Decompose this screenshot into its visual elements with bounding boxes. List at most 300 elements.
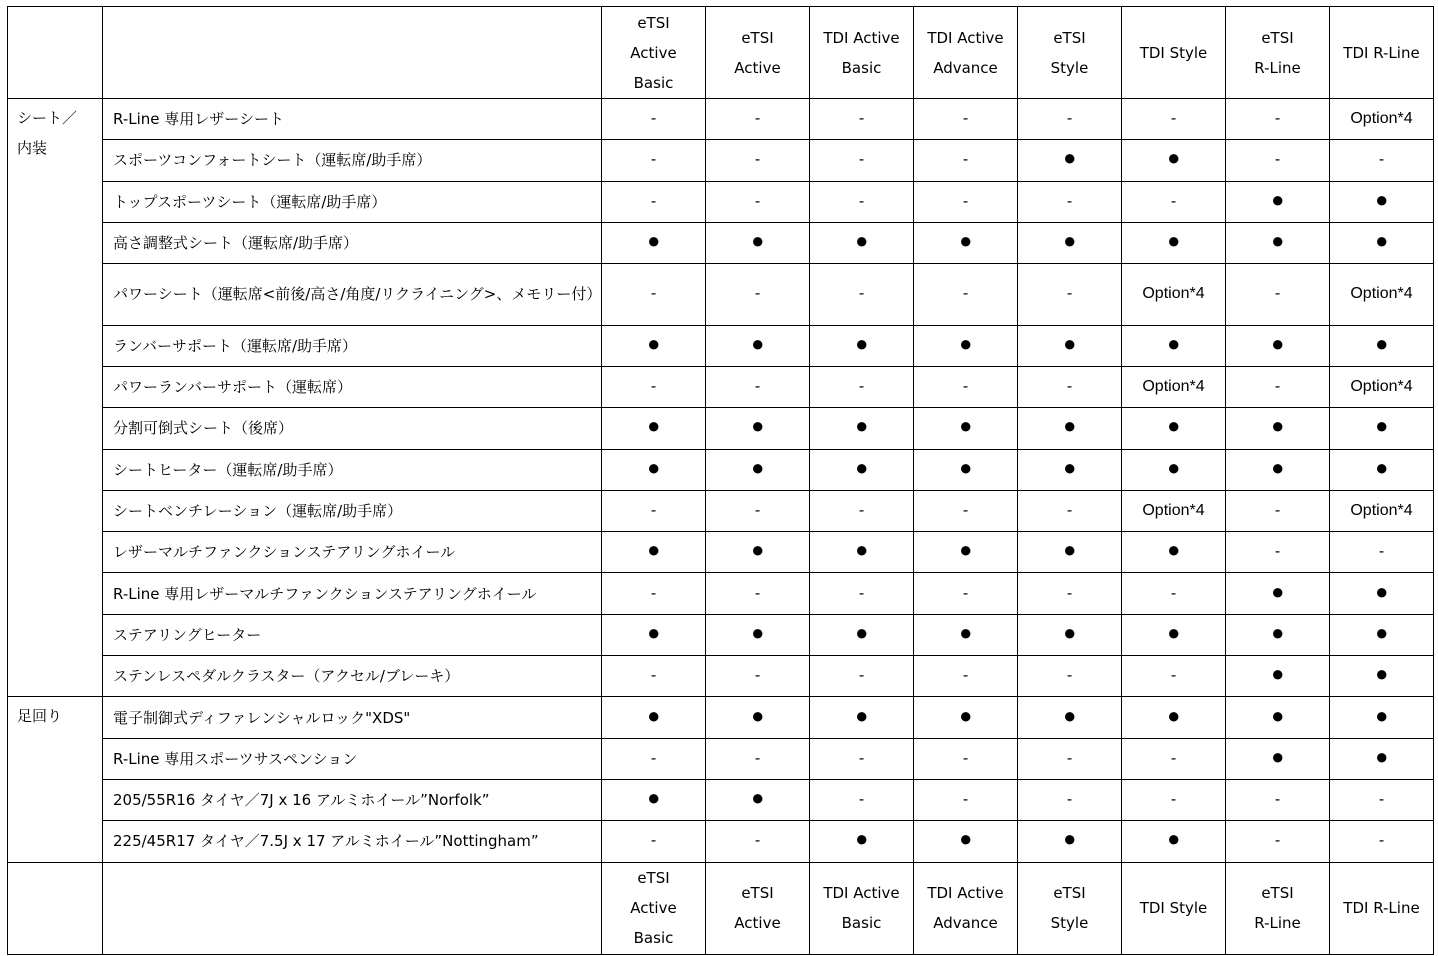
value-cell	[810, 222, 914, 263]
standard-dot-icon: ●	[958, 827, 973, 852]
standard-dot-icon: ●	[1062, 229, 1077, 254]
standard-dot-icon: ●	[1062, 456, 1077, 481]
feature-name-cell	[103, 573, 602, 614]
standard-dot-icon: ●	[958, 538, 973, 563]
not-available-dash: -	[1066, 502, 1073, 520]
trim-header-line: eTSI	[1261, 28, 1294, 47]
value-cell	[706, 779, 810, 820]
standard-dot-icon: ●	[854, 621, 869, 646]
value-cell	[810, 140, 914, 181]
feature-name: レザーマルチファンクションステアリングホイール	[113, 543, 456, 562]
standard-dot-icon: ●	[750, 332, 765, 357]
value-cell	[1018, 264, 1122, 326]
feature-name-cell	[103, 532, 602, 573]
trim-header-line: R-Line	[1254, 914, 1301, 933]
feature-name: 高さ調整式シート（運転席/助手席）	[113, 234, 359, 253]
value-cell	[914, 140, 1018, 181]
value-cell	[1330, 140, 1434, 181]
value-cell	[914, 222, 1018, 263]
spec-table-body	[8, 7, 1434, 955]
value-cell	[1018, 821, 1122, 862]
standard-dot-icon: ●	[750, 786, 765, 811]
value-cell	[1226, 656, 1330, 697]
value-cell	[1226, 697, 1330, 738]
value-cell	[1226, 181, 1330, 222]
not-available-dash: -	[1378, 832, 1385, 850]
feature-name-cell	[103, 490, 602, 531]
value-cell	[1330, 490, 1434, 531]
category-cell	[8, 697, 103, 862]
trim-header-line: eTSI	[637, 869, 670, 888]
not-available-dash: -	[962, 192, 969, 210]
value-cell	[1330, 738, 1434, 779]
standard-dot-icon: ●	[1374, 703, 1389, 728]
not-available-dash: -	[754, 832, 761, 850]
trim-header-line: Active	[630, 43, 677, 62]
not-available-dash: -	[1170, 791, 1177, 809]
not-available-dash: -	[1170, 667, 1177, 685]
option-value: Option*4	[1350, 110, 1413, 128]
header-row-bottom	[8, 862, 1434, 954]
not-available-dash: -	[1274, 378, 1281, 396]
standard-dot-icon: ●	[958, 456, 973, 481]
header-blank-cell	[103, 7, 602, 99]
value-cell	[1226, 222, 1330, 263]
standard-dot-icon: ●	[750, 456, 765, 481]
trim-header-line: TDI Active	[823, 884, 900, 903]
value-cell	[1122, 490, 1226, 531]
value-cell	[1226, 614, 1330, 655]
value-cell	[1018, 573, 1122, 614]
feature-name: スポーツコンフォートシート（運転席/助手席）	[113, 151, 432, 170]
value-cell	[810, 449, 914, 490]
not-available-dash: -	[962, 667, 969, 685]
option-value: Option*4	[1350, 285, 1413, 303]
feature-name-cell	[103, 779, 602, 820]
header-blank-cell	[8, 862, 103, 954]
trim-header-line: Advance	[933, 58, 998, 77]
value-cell	[1330, 366, 1434, 407]
standard-dot-icon: ●	[1270, 703, 1285, 728]
feature-name-cell	[103, 140, 602, 181]
value-cell	[1122, 140, 1226, 181]
feature-name: R-Line 専用レザーシート	[113, 110, 284, 129]
value-cell	[914, 821, 1018, 862]
standard-dot-icon: ●	[958, 229, 973, 254]
value-cell	[1122, 181, 1226, 222]
value-cell	[1122, 573, 1226, 614]
not-available-dash: -	[1378, 151, 1385, 169]
standard-dot-icon: ●	[1062, 621, 1077, 646]
value-cell	[914, 449, 1018, 490]
trim-header-line: eTSI	[1261, 884, 1294, 903]
value-cell	[1226, 408, 1330, 449]
not-available-dash: -	[650, 151, 657, 169]
value-cell	[810, 573, 914, 614]
feature-name-cell	[103, 325, 602, 366]
option-value: Option*4	[1350, 502, 1413, 520]
value-cell	[810, 181, 914, 222]
not-available-dash: -	[1274, 110, 1281, 128]
trim-header-cell	[810, 7, 914, 99]
not-available-dash: -	[650, 110, 657, 128]
standard-dot-icon: ●	[1270, 745, 1285, 770]
value-cell	[602, 222, 706, 263]
standard-dot-icon: ●	[1166, 414, 1181, 439]
feature-name: 電子制御式ディファレンシャルロック"XDS"	[113, 708, 411, 727]
value-cell	[1226, 366, 1330, 407]
value-cell	[706, 532, 810, 573]
standard-dot-icon: ●	[646, 538, 661, 563]
value-cell	[602, 821, 706, 862]
table-row	[8, 532, 1434, 573]
standard-dot-icon: ●	[854, 414, 869, 439]
table-row	[8, 140, 1434, 181]
value-cell	[1122, 614, 1226, 655]
standard-dot-icon: ●	[854, 538, 869, 563]
value-cell	[602, 532, 706, 573]
not-available-dash: -	[754, 151, 761, 169]
value-cell	[706, 614, 810, 655]
trim-header-line: Active	[630, 899, 677, 918]
value-cell	[810, 366, 914, 407]
table-row	[8, 366, 1434, 407]
not-available-dash: -	[1274, 791, 1281, 809]
value-cell	[810, 264, 914, 326]
standard-dot-icon: ●	[750, 538, 765, 563]
category-label: シート／	[17, 109, 78, 127]
not-available-dash: -	[650, 192, 657, 210]
header-row-top	[8, 7, 1434, 99]
value-cell	[1122, 264, 1226, 326]
table-row	[8, 181, 1434, 222]
trim-header-line: TDI R-Line	[1343, 43, 1420, 62]
not-available-dash: -	[858, 151, 865, 169]
value-cell	[1018, 490, 1122, 531]
value-cell	[1226, 738, 1330, 779]
value-cell	[706, 99, 810, 140]
value-cell	[706, 656, 810, 697]
value-cell	[602, 738, 706, 779]
table-row	[8, 222, 1434, 263]
feature-name-cell	[103, 656, 602, 697]
standard-dot-icon: ●	[958, 621, 973, 646]
feature-name-cell	[103, 821, 602, 862]
value-cell	[1330, 325, 1434, 366]
feature-name-cell	[103, 222, 602, 263]
not-available-dash: -	[1066, 584, 1073, 602]
value-cell	[706, 821, 810, 862]
trim-header-line: eTSI	[741, 28, 774, 47]
value-cell	[914, 99, 1018, 140]
standard-dot-icon: ●	[1374, 579, 1389, 605]
trim-header-line: TDI Style	[1139, 43, 1208, 62]
not-available-dash: -	[754, 584, 761, 602]
not-available-dash: -	[650, 749, 657, 767]
value-cell	[602, 573, 706, 614]
spec-table	[7, 6, 1434, 955]
standard-dot-icon: ●	[1062, 332, 1077, 357]
value-cell	[1018, 532, 1122, 573]
not-available-dash: -	[1378, 791, 1385, 809]
standard-dot-icon: ●	[646, 229, 661, 254]
feature-name: 225/45R17 タイヤ／7.5J x 17 アルミホイール”Nottingham”	[113, 832, 539, 851]
value-cell	[602, 449, 706, 490]
not-available-dash: -	[754, 110, 761, 128]
standard-dot-icon: ●	[646, 621, 661, 646]
not-available-dash: -	[1066, 285, 1073, 303]
standard-dot-icon: ●	[646, 456, 661, 481]
value-cell	[706, 697, 810, 738]
not-available-dash: -	[1378, 543, 1385, 561]
trim-header-cell	[914, 862, 1018, 954]
standard-dot-icon: ●	[854, 332, 869, 357]
standard-dot-icon: ●	[1062, 827, 1077, 852]
value-cell	[602, 779, 706, 820]
not-available-dash: -	[858, 378, 865, 396]
standard-dot-icon: ●	[750, 621, 765, 646]
value-cell	[1330, 656, 1434, 697]
value-cell	[1330, 697, 1434, 738]
value-cell	[602, 656, 706, 697]
trim-header-line: eTSI	[1053, 884, 1086, 903]
trim-header-line: Advance	[933, 914, 998, 933]
not-available-dash: -	[754, 378, 761, 396]
value-cell	[1018, 99, 1122, 140]
trim-header-line: Basic	[841, 914, 882, 933]
category-cell	[8, 99, 103, 697]
trim-header-cell	[1330, 862, 1434, 954]
header-blank-cell	[103, 862, 602, 954]
trim-header-cell	[1226, 862, 1330, 954]
not-available-dash: -	[858, 749, 865, 767]
not-available-dash: -	[858, 192, 865, 210]
not-available-dash: -	[650, 378, 657, 396]
trim-header-line: Basic	[633, 73, 674, 92]
feature-name: ステアリングヒーター	[113, 625, 262, 644]
standard-dot-icon: ●	[854, 703, 869, 728]
value-cell	[914, 366, 1018, 407]
value-cell	[914, 656, 1018, 697]
feature-name-cell	[103, 181, 602, 222]
value-cell	[602, 614, 706, 655]
table-row	[8, 99, 1434, 140]
standard-dot-icon: ●	[958, 414, 973, 439]
feature-name-cell	[103, 614, 602, 655]
value-cell	[914, 697, 1018, 738]
not-available-dash: -	[962, 749, 969, 767]
not-available-dash: -	[858, 110, 865, 128]
value-cell	[1330, 573, 1434, 614]
feature-name: R-Line 専用レザーマルチファンクションステアリングホイール	[113, 584, 537, 603]
not-available-dash: -	[1066, 192, 1073, 210]
standard-dot-icon: ●	[1374, 662, 1389, 687]
standard-dot-icon: ●	[854, 229, 869, 254]
trim-header-line: TDI R-Line	[1343, 899, 1420, 918]
value-cell	[810, 821, 914, 862]
value-cell	[602, 366, 706, 407]
trim-header-cell	[602, 7, 706, 99]
category-label: 足回り	[17, 707, 63, 726]
value-cell	[1330, 99, 1434, 140]
not-available-dash: -	[1274, 502, 1281, 520]
not-available-dash: -	[650, 667, 657, 685]
value-cell	[914, 614, 1018, 655]
trim-header-line: Style	[1050, 914, 1089, 933]
feature-name-cell	[103, 366, 602, 407]
trim-header-line: Active	[734, 58, 781, 77]
value-cell	[602, 408, 706, 449]
trim-header-line: eTSI	[637, 13, 670, 32]
value-cell	[602, 181, 706, 222]
not-available-dash: -	[962, 285, 969, 303]
trim-header-cell	[706, 862, 810, 954]
not-available-dash: -	[962, 110, 969, 128]
not-available-dash: -	[1066, 791, 1073, 809]
trim-header-cell	[1226, 7, 1330, 99]
feature-name: 分割可倒式シート（後席）	[113, 419, 294, 438]
not-available-dash: -	[754, 192, 761, 210]
value-cell	[706, 264, 810, 326]
table-row	[8, 614, 1434, 655]
standard-dot-icon: ●	[1374, 414, 1389, 439]
value-cell	[1018, 181, 1122, 222]
standard-dot-icon: ●	[750, 229, 765, 254]
value-cell	[914, 573, 1018, 614]
feature-name: シートベンチレーション（運転席/助手席）	[113, 502, 403, 521]
table-row	[8, 573, 1434, 614]
not-available-dash: -	[754, 502, 761, 520]
category-label: 内装	[17, 139, 48, 157]
trim-header-line: R-Line	[1254, 58, 1301, 77]
feature-name-cell	[103, 738, 602, 779]
not-available-dash: -	[1170, 584, 1177, 602]
value-cell	[1226, 449, 1330, 490]
standard-dot-icon: ●	[1270, 229, 1285, 254]
value-cell	[1226, 821, 1330, 862]
value-cell	[1226, 573, 1330, 614]
trim-header-line: TDI Active	[823, 28, 900, 47]
value-cell	[706, 366, 810, 407]
standard-dot-icon: ●	[1166, 146, 1181, 171]
value-cell	[1226, 99, 1330, 140]
value-cell	[1018, 779, 1122, 820]
option-value: Option*4	[1350, 378, 1413, 396]
trim-header-line: Basic	[633, 929, 674, 948]
trim-header-cell	[1122, 7, 1226, 99]
value-cell	[914, 181, 1018, 222]
trim-header-line: eTSI	[741, 884, 774, 903]
value-cell	[1122, 821, 1226, 862]
not-available-dash: -	[1066, 110, 1073, 128]
value-cell	[810, 99, 914, 140]
trim-header-line: Active	[734, 914, 781, 933]
value-cell	[706, 573, 810, 614]
feature-name: パワーランバーサポート（運転席）	[113, 378, 352, 397]
not-available-dash: -	[650, 832, 657, 850]
standard-dot-icon: ●	[1166, 229, 1181, 254]
value-cell	[1122, 779, 1226, 820]
not-available-dash: -	[858, 584, 865, 602]
value-cell	[810, 697, 914, 738]
standard-dot-icon: ●	[1270, 579, 1285, 605]
standard-dot-icon: ●	[1374, 456, 1389, 481]
option-value: Option*4	[1142, 285, 1205, 303]
value-cell	[1226, 490, 1330, 531]
value-cell	[1330, 449, 1434, 490]
value-cell	[1018, 140, 1122, 181]
feature-name: パワーシート（運転席<前後/高さ/角度/リクライニング>、メモリー付）	[113, 285, 602, 304]
not-available-dash: -	[962, 378, 969, 396]
not-available-dash: -	[858, 502, 865, 520]
not-available-dash: -	[858, 667, 865, 685]
value-cell	[1330, 408, 1434, 449]
trim-header-line: eTSI	[1053, 28, 1086, 47]
value-cell	[914, 779, 1018, 820]
table-row	[8, 408, 1434, 449]
standard-dot-icon: ●	[1166, 332, 1181, 357]
table-row	[8, 779, 1434, 820]
value-cell	[1018, 222, 1122, 263]
value-cell	[1122, 408, 1226, 449]
value-cell	[1226, 532, 1330, 573]
standard-dot-icon: ●	[646, 703, 661, 728]
standard-dot-icon: ●	[1062, 538, 1077, 563]
standard-dot-icon: ●	[1166, 703, 1181, 728]
value-cell	[914, 532, 1018, 573]
not-available-dash: -	[650, 285, 657, 303]
trim-header-cell	[602, 862, 706, 954]
value-cell	[1330, 222, 1434, 263]
value-cell	[602, 99, 706, 140]
standard-dot-icon: ●	[1270, 662, 1285, 687]
standard-dot-icon: ●	[1166, 621, 1181, 646]
not-available-dash: -	[1274, 285, 1281, 303]
feature-name: ランバーサポート（運転席/助手席）	[113, 336, 358, 355]
value-cell	[1122, 738, 1226, 779]
value-cell	[602, 490, 706, 531]
standard-dot-icon: ●	[854, 456, 869, 481]
trim-header-cell	[810, 862, 914, 954]
value-cell	[1018, 449, 1122, 490]
value-cell	[810, 408, 914, 449]
value-cell	[1122, 325, 1226, 366]
standard-dot-icon: ●	[1270, 414, 1285, 439]
value-cell	[1330, 614, 1434, 655]
value-cell	[706, 181, 810, 222]
value-cell	[1018, 697, 1122, 738]
standard-dot-icon: ●	[1166, 456, 1181, 481]
value-cell	[1122, 449, 1226, 490]
trim-header-cell	[1330, 7, 1434, 99]
value-cell	[914, 408, 1018, 449]
standard-dot-icon: ●	[1374, 621, 1389, 646]
not-available-dash: -	[962, 791, 969, 809]
table-row	[8, 449, 1434, 490]
standard-dot-icon: ●	[958, 332, 973, 357]
not-available-dash: -	[858, 285, 865, 303]
standard-dot-icon: ●	[1166, 538, 1181, 563]
value-cell	[602, 697, 706, 738]
table-row	[8, 325, 1434, 366]
feature-name: トップスポーツシート（運転席/助手席）	[113, 192, 387, 211]
trim-header-cell	[706, 7, 810, 99]
not-available-dash: -	[1274, 151, 1281, 169]
value-cell	[1226, 779, 1330, 820]
not-available-dash: -	[1170, 110, 1177, 128]
trim-header-line: TDI Active	[927, 28, 1004, 47]
standard-dot-icon: ●	[750, 414, 765, 439]
